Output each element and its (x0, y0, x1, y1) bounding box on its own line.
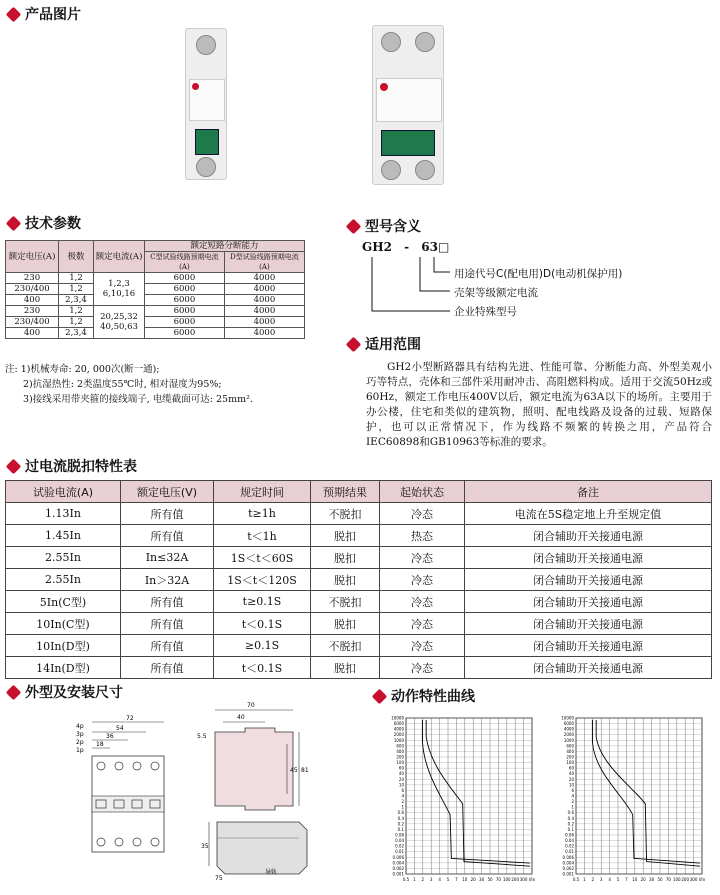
trip-table (5, 480, 712, 679)
trip-header: 试验电流(A) (6, 481, 121, 503)
y-tick-label: 0.004 (562, 860, 574, 866)
diamond-bullet-icon (6, 458, 22, 474)
side-dimension-drawing (195, 698, 315, 880)
dim-5-5: 5.5 (197, 733, 207, 740)
y-tick-label: 0.001 (562, 871, 574, 877)
spec-header-d-type: D型试验线路预期电流(A) (224, 252, 304, 273)
brand-logo-icon (192, 83, 199, 90)
trip-header: 备注 (465, 481, 712, 503)
terminal-screw-icon (196, 157, 216, 177)
spec-header-current: 额定电流(A) (94, 241, 145, 273)
x-tick-label: 7 (625, 877, 628, 882)
label-plate (376, 78, 442, 122)
terminal-screw-icon (196, 35, 216, 55)
x-tick-label: 5 (446, 877, 450, 882)
x-tick-label: 300 (519, 877, 528, 882)
y-tick-label: 200 (566, 754, 574, 760)
trip-curve-chart-d (550, 712, 710, 892)
x-tick-label: 50 (657, 877, 663, 882)
section-title-trip-table: 过电流脱扣特性表 (8, 456, 137, 476)
x-tick-label: 5 (616, 877, 620, 882)
y-tick-label: 6 (401, 787, 404, 793)
dim-4p: 4p (76, 723, 84, 730)
y-tick-label: 0.04 (395, 838, 404, 844)
x-tick-label: 100 (672, 877, 681, 882)
table-row: 230/400 1,2 6000 4000 (6, 284, 305, 295)
model-label-1: 用途代号C(配电用)D(电动机保护用) (454, 268, 623, 280)
y-tick-label: 20 (568, 776, 574, 782)
y-tick-label: 0.02 (565, 843, 574, 849)
model-code-b: 63 (421, 240, 438, 254)
x-tick-label: 70 (495, 877, 501, 882)
note-1: 注: 1)机械寿命: 20, 000次(断一通); (5, 364, 160, 375)
y-tick-label: 40 (568, 771, 574, 777)
note-2: 2)抗湿热性: 2类温度55℃时, 相对湿度为95%; (23, 379, 222, 390)
dim-36: 36 (106, 733, 114, 740)
y-tick-label: 10 (568, 782, 574, 788)
trip-curve-chart-c (380, 712, 540, 892)
x-tick-label: 10 (632, 877, 638, 882)
dim-54: 54 (116, 725, 124, 732)
model-label-2: 壳架等级额定电流 (454, 287, 538, 299)
trip-header: 规定时间 (214, 481, 311, 503)
y-tick-label: 600 (396, 743, 404, 749)
note-3: 3)接线采用带夹箍的接线端子, 电缆截面可达: 25mm². (23, 394, 253, 405)
x-tick-label: 10 (462, 877, 468, 882)
table-row: 2.55In In＞32A 1S＜t＜120S 脱扣 冷态 闭合辅助开关接通电源 (6, 569, 712, 591)
trip-header: 起始状态 (380, 481, 465, 503)
dim-70: 70 (247, 702, 255, 709)
x-tick-label: 70 (665, 877, 671, 882)
table-row: 14In(D型) 所有值 t＜0.1S 脱扣 冷态 闭合辅助开关接通电源 (6, 657, 712, 679)
y-tick-label: 0.002 (562, 865, 574, 871)
y-tick-label: 400 (396, 748, 404, 754)
table-row: 1.45In 所有值 t＜1h 脱扣 热态 闭合辅助开关接通电源 (6, 525, 712, 547)
dim-81: 81 (301, 767, 309, 774)
y-tick-label: 0.6 (397, 810, 404, 816)
y-tick-label: 10 (398, 782, 404, 788)
diamond-bullet-icon (346, 336, 362, 352)
diamond-bullet-icon (346, 218, 362, 234)
x-tick-label: 100 (502, 877, 511, 882)
y-tick-label: 0.2 (397, 821, 404, 827)
diamond-bullet-icon (6, 6, 22, 22)
x-tick-label: 300 (689, 877, 698, 882)
rail-label: 导轨 (265, 869, 278, 876)
y-tick-label: 2 (401, 799, 404, 805)
dim-2p: 2p (76, 739, 84, 746)
model-code (362, 240, 449, 254)
x-tick-label: 20 (640, 877, 646, 882)
x-tick-label: 0.5 (572, 877, 580, 882)
y-tick-label: 0.1 (397, 826, 404, 832)
x-tick-label: 3 (599, 877, 603, 882)
spec-current-group-1: 1,2,3 6,10,16 (94, 273, 145, 306)
y-tick-label: 40 (398, 771, 404, 777)
y-tick-label: 2000 (393, 732, 404, 738)
x-tick-label: 30 (479, 877, 485, 882)
terminal-screw-icon (415, 32, 435, 52)
table-row: 5In(C型) 所有值 t≥0.1S 不脱扣 冷态 闭合辅助开关接通电源 (6, 591, 712, 613)
x-tick-label: 200 (681, 877, 690, 882)
section-title-product-images: 产品图片 (8, 4, 81, 24)
y-tick-label: 0.002 (392, 865, 404, 871)
y-tick-label: 0.06 (395, 832, 404, 838)
y-tick-label: 0.4 (567, 815, 574, 821)
table-row: 400 2,3,4 6000 4000 (6, 328, 305, 339)
x-tick-label: 30 (649, 877, 655, 882)
spec-table (5, 240, 305, 339)
y-tick-label: 60 (398, 765, 404, 771)
dim-75: 75 (215, 875, 223, 880)
y-tick-label: 6 (571, 787, 574, 793)
y-tick-label: 2000 (563, 732, 574, 738)
y-tick-label: 4 (571, 793, 574, 799)
x-tick-label: 4 (438, 877, 441, 882)
notes (5, 362, 335, 407)
spec-header-breaking: 额定短路分断能力 (145, 241, 305, 252)
y-tick-label: 10000 (561, 715, 574, 721)
dim-18: 18 (96, 741, 104, 748)
model-code-a: GH2 (362, 240, 392, 254)
table-row: 230 1,2 20,25,32 40,50,63 6000 4000 (6, 306, 305, 317)
y-tick-label: 1000 (563, 737, 574, 743)
y-tick-label: 2 (571, 799, 574, 805)
x-tick-label: 7 (455, 877, 458, 882)
y-tick-label: 6000 (563, 721, 574, 727)
x-tick-label: 2 (591, 877, 595, 882)
y-tick-label: 0.1 (567, 826, 574, 832)
y-tick-label: 0.006 (392, 854, 404, 860)
dim-1p: 1p (76, 747, 84, 754)
trip-header: 额定电压(V) (121, 481, 214, 503)
spec-header-voltage: 额定电压(A) (6, 241, 59, 273)
diamond-bullet-icon (6, 684, 22, 700)
x-tick-label: 3 (429, 877, 433, 882)
spec-current-group-2: 20,25,32 40,50,63 (94, 306, 145, 339)
x-tick-label: 4 (608, 877, 611, 882)
y-tick-label: 0.4 (397, 815, 404, 821)
spec-header-poles: 极数 (59, 241, 94, 273)
y-tick-label: 400 (566, 748, 574, 754)
y-tick-label: 0.006 (562, 854, 574, 860)
section-title-curves: 动作特性曲线 (374, 686, 475, 706)
x-tick-label: I/In (698, 877, 706, 882)
terminal-screw-icon (415, 160, 435, 180)
y-tick-label: 20 (398, 776, 404, 782)
toggle-switch-icon (381, 130, 435, 156)
y-tick-label: 4000 (563, 726, 574, 732)
dim-45: 45 (290, 767, 298, 774)
terminal-screw-icon (381, 32, 401, 52)
diamond-bullet-icon (372, 688, 388, 704)
y-tick-label: 60 (568, 765, 574, 771)
dim-35: 35 (201, 843, 209, 850)
product-image-1p (185, 28, 227, 180)
trip-header: 预期结果 (311, 481, 380, 503)
table-row: 230 1,2 1,2,3 6,10,16 6000 4000 (6, 273, 305, 284)
front-dimension-drawing (60, 712, 170, 862)
toggle-switch-icon (195, 129, 219, 155)
y-tick-label: 4000 (393, 726, 404, 732)
x-tick-label: 50 (487, 877, 493, 882)
y-tick-label: 0.04 (565, 838, 574, 844)
section-title-scope: 适用范围 (348, 334, 421, 354)
y-tick-label: 100 (396, 760, 404, 766)
x-tick-label: 1 (413, 877, 416, 882)
dim-72: 72 (126, 715, 134, 722)
y-tick-label: 0.02 (395, 843, 404, 849)
dim-40: 40 (237, 714, 245, 721)
brand-logo-icon (380, 83, 388, 91)
x-tick-label: I/In (528, 877, 536, 882)
y-tick-label: 0.01 (395, 849, 404, 855)
x-tick-label: 20 (470, 877, 476, 882)
x-tick-label: 200 (511, 877, 520, 882)
y-tick-label: 0.6 (567, 810, 574, 816)
table-row: 1.13In 所有值 t≥1h 不脱扣 冷态 电流在5S稳定地上升至规定值 (6, 503, 712, 525)
table-row: 2.55In In≤32A 1S＜t＜60S 脱扣 冷态 闭合辅助开关接通电源 (6, 547, 712, 569)
y-tick-label: 200 (396, 754, 404, 760)
model-code-box: □ (438, 240, 450, 254)
y-tick-label: 1 (401, 804, 404, 810)
x-tick-label: 0.5 (402, 877, 410, 882)
y-tick-label: 10000 (391, 715, 404, 721)
y-tick-label: 0.2 (567, 821, 574, 827)
y-tick-label: 0.004 (392, 860, 404, 866)
label-plate (189, 79, 225, 121)
y-tick-label: 0.001 (392, 871, 404, 877)
terminal-screw-icon (381, 160, 401, 180)
section-title-tech-params: 技术参数 (8, 213, 81, 233)
section-title-dimensions: 外型及安装尺寸 (8, 682, 123, 702)
spec-header-c-type: C型试验线路预期电流(A) (145, 252, 225, 273)
y-tick-label: 0.06 (565, 832, 574, 838)
diamond-bullet-icon (6, 215, 22, 231)
x-tick-label: 1 (583, 877, 586, 882)
scope-paragraph: GH2小型断路器具有结构先进、性能可靠、分断能力高、外型美观小巧等特点，壳体和三部件采用耐冲击、高阻燃料构成。适用于交流50Hz或60Hz，额定工作电压400V以后，额定电流为63A以下的场所。主要用于办公楼，住宅和类似的建筑物，照明、配电线路及设备的过载、短路保护，也可以正常情况下，作为线路不频繁的转换之用，产品符合IEC60898和GB10963等标准的要求。 (366, 361, 712, 448)
dim-3p: 3p (76, 731, 84, 738)
y-tick-label: 1000 (393, 737, 404, 743)
table-row: 10In(C型) 所有值 t＜0.1S 脱扣 冷态 闭合辅助开关接通电源 (6, 613, 712, 635)
model-label-3: 企业特殊型号 (454, 306, 517, 318)
y-tick-label: 1 (571, 804, 574, 810)
y-tick-label: 4 (401, 793, 404, 799)
x-tick-label: 2 (421, 877, 425, 882)
table-row: 230/400 1,2 6000 4000 (6, 317, 305, 328)
table-row: 400 2,3,4 6000 4000 (6, 295, 305, 306)
y-tick-label: 6000 (393, 721, 404, 727)
y-tick-label: 100 (566, 760, 574, 766)
model-code-dash: - (404, 240, 410, 254)
y-tick-label: 0.01 (565, 849, 574, 855)
table-row: 10In(D型) 所有值 ≥0.1S 不脱扣 冷态 闭合辅助开关接通电源 (6, 635, 712, 657)
section-title-model-meaning: 型号含义 (348, 216, 421, 236)
y-tick-label: 600 (566, 743, 574, 749)
product-image-2p (372, 25, 444, 185)
